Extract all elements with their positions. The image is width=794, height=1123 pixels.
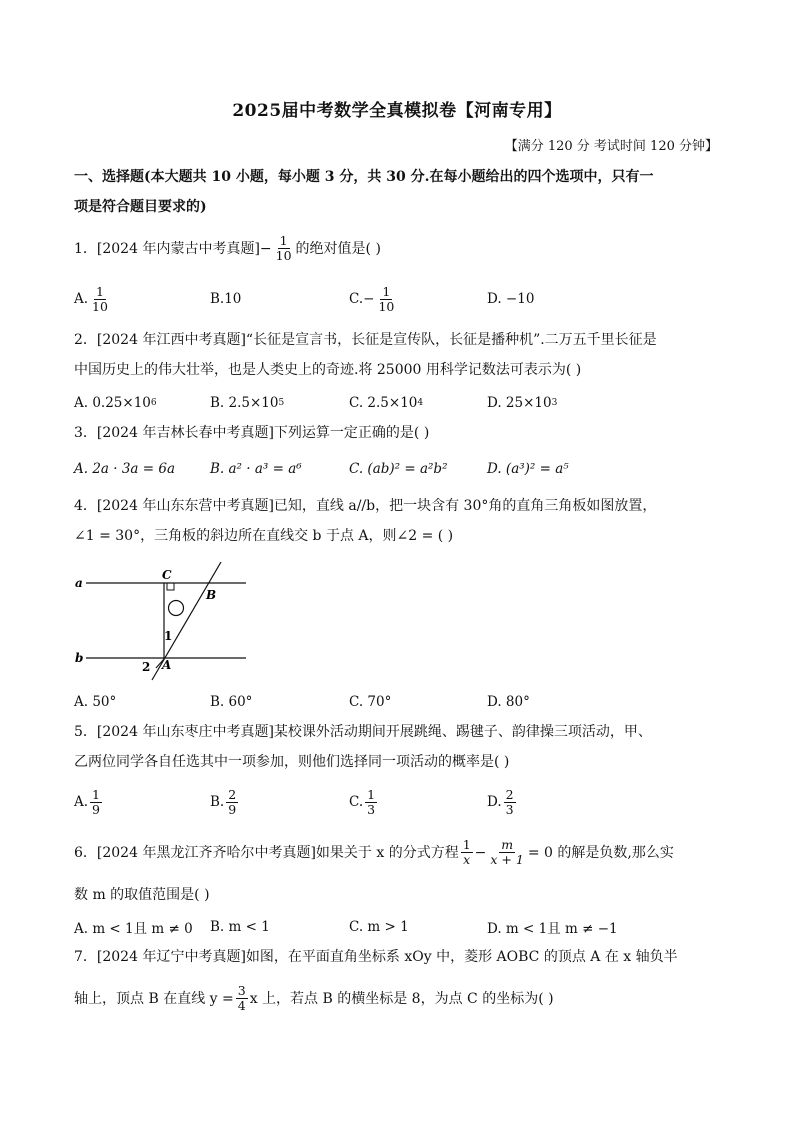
option-a bbox=[74, 386, 157, 420]
question-7-fraction bbox=[236, 984, 248, 1013]
label-a: a bbox=[75, 576, 83, 590]
question-7-line2-suffix: x 上，若点 B 的横坐标是 8，为点 C 的坐标为( ) bbox=[249, 990, 554, 1007]
minus-sign: − bbox=[474, 844, 487, 861]
option-c: C. (ab)² = a²b² bbox=[349, 461, 448, 477]
option-d: D. (a³)² = a⁵ bbox=[487, 461, 569, 477]
option-c: C. m > 1 bbox=[349, 919, 409, 935]
right-angle-mark bbox=[164, 583, 174, 590]
question-2-line1: 2．[2024 年江西中考真题]“长征是宣言书，长征是宣传队，长征是播种机”.二万五千里长征是 bbox=[74, 332, 657, 348]
question-6-fraction-2 bbox=[488, 838, 525, 867]
question-7-line2-prefix: 轴上，顶点 B 在直线 y = bbox=[74, 990, 234, 1007]
label-b: b bbox=[75, 651, 84, 665]
frac-numerator: 1 bbox=[462, 837, 471, 852]
question-4-line1: 4．[2024 年山东东营中考真题]已知，直线 a//b，把一块含有 30°角的直角三角板如图放置， bbox=[74, 498, 657, 514]
option-a: A. m < 1且 m ≠ 0 bbox=[74, 921, 193, 937]
option-label: A. bbox=[74, 291, 89, 307]
question-2-options bbox=[74, 386, 724, 420]
frac-numerator: 1 bbox=[382, 283, 391, 299]
option-fraction bbox=[376, 285, 396, 314]
score-info: 【满分 120 分 考试时间 120 分钟】 bbox=[504, 139, 718, 154]
option-c: C. 70° bbox=[349, 694, 392, 710]
frac-numerator: 1 bbox=[92, 786, 100, 802]
option-label: A. bbox=[74, 794, 89, 810]
frac-numerator: 1 bbox=[96, 283, 104, 299]
option-label: C. bbox=[349, 794, 364, 810]
question-1-fraction bbox=[274, 234, 294, 263]
frac-denominator: 9 bbox=[92, 801, 100, 817]
label-A: A bbox=[162, 658, 172, 672]
frac-numerator: 3 bbox=[237, 983, 246, 998]
section-heading-line1: 一、选择题(本大题共 10 小题，每小题 3 分，共 30 分.在每小题给出的四个选项中，只有一 bbox=[74, 169, 654, 185]
frac-denominator: 4 bbox=[237, 998, 246, 1013]
option-b: B. a² · a³ = a⁶ bbox=[210, 461, 302, 477]
option-text: D. 25×10 bbox=[487, 395, 552, 411]
question-6-options bbox=[74, 910, 724, 944]
exponent: 5 bbox=[278, 398, 285, 408]
section-heading-line2: 项是符合题目要求的) bbox=[74, 199, 207, 215]
question-2-line2: 中国历史上的伟大壮举，也是人类史上的奇迹.将 25000 用科学记数法可表示为( ) bbox=[74, 362, 582, 378]
question-3-options bbox=[74, 452, 724, 486]
question-7-line1: 7．[2024 年辽宁中考真题]如图，在平面直角坐标系 xOy 中，菱形 AOBC 的顶点 A 在 x 轴负半 bbox=[74, 949, 678, 965]
question-1-prefix: 1．[2024 年内蒙古中考真题]− bbox=[74, 240, 272, 257]
question-7-line2 bbox=[74, 984, 724, 1013]
frac-denominator: 10 bbox=[378, 298, 395, 314]
option-a: A. 50° bbox=[74, 694, 117, 710]
question-6-prefix: 6．[2024 年黑龙江齐齐哈尔中考真题]如果关于 x 的分式方程 bbox=[74, 844, 459, 861]
question-1 bbox=[74, 234, 724, 263]
option-c bbox=[349, 785, 379, 819]
frac-denominator: 3 bbox=[367, 801, 376, 817]
label-angle-2: 2 bbox=[142, 660, 151, 674]
label-angle-1: 1 bbox=[164, 629, 173, 643]
parallel-lines-figure bbox=[70, 562, 255, 688]
option-d: D. −10 bbox=[487, 291, 535, 307]
option-d: D. m < 1且 m ≠ −1 bbox=[487, 921, 618, 937]
frac-denominator: x bbox=[463, 852, 471, 867]
frac-denominator: 10 bbox=[275, 248, 292, 263]
option-label: B. bbox=[210, 794, 225, 810]
option-b bbox=[210, 386, 284, 420]
exponent: 3 bbox=[551, 398, 558, 408]
frac-numerator: 1 bbox=[367, 786, 376, 802]
exponent: 4 bbox=[417, 398, 424, 408]
frac-numerator: m bbox=[501, 837, 514, 852]
frac-denominator: 9 bbox=[228, 801, 237, 817]
triangle-hole bbox=[169, 601, 184, 616]
question-1-options bbox=[74, 282, 724, 316]
option-c bbox=[349, 282, 398, 316]
option-a bbox=[74, 282, 112, 316]
option-a: A. 2a · 3a = 6a bbox=[74, 461, 176, 477]
question-3-line1: 3．[2024 年吉林长春中考真题]下列运算一定正确的是( ) bbox=[74, 425, 430, 441]
option-b: B.10 bbox=[210, 291, 242, 307]
exponent: 6 bbox=[150, 398, 157, 408]
question-6-suffix: = 0 的解是负数,那么实 bbox=[527, 844, 674, 861]
option-fraction bbox=[90, 285, 110, 314]
label-C: C bbox=[162, 568, 172, 582]
option-d: D. 80° bbox=[487, 694, 530, 710]
option-b: B. 60° bbox=[210, 694, 253, 710]
question-4-line2: ∠1 = 30°，三角板的斜边所在直线交 b 于点 A，则∠2 = ( ) bbox=[74, 528, 454, 544]
option-c bbox=[349, 386, 423, 420]
frac-denominator: 3 bbox=[505, 801, 514, 817]
frac-numerator: 1 bbox=[279, 233, 288, 248]
question-6-line1 bbox=[74, 838, 724, 867]
question-5-line1: 5．[2024 年山东枣庄中考真题]某校课外活动期间开展跳绳、踢毽子、韵律操三项活动，甲、 bbox=[74, 724, 652, 740]
question-5-options bbox=[74, 785, 724, 819]
option-b: B. m < 1 bbox=[210, 919, 270, 935]
option-d bbox=[487, 386, 557, 420]
question-6-fraction-1 bbox=[461, 838, 473, 867]
question-5-line2: 乙两位同学各自任选其中一项参加，则他们选择同一项活动的概率是( ) bbox=[74, 754, 510, 770]
option-fraction bbox=[504, 788, 516, 817]
page-title: 2025届中考数学全真模拟卷【河南专用】 bbox=[232, 101, 562, 121]
question-6-line2: 数 m 的取值范围是( ) bbox=[74, 887, 210, 903]
frac-numerator: 2 bbox=[505, 786, 514, 802]
option-text: C. 2.5×10 bbox=[349, 395, 418, 411]
option-text: B. 2.5×10 bbox=[210, 395, 279, 411]
option-label: D. bbox=[487, 794, 502, 810]
option-b bbox=[210, 785, 240, 819]
option-label: C.− bbox=[349, 291, 375, 307]
option-d bbox=[487, 785, 518, 819]
frac-denominator: x + 1 bbox=[490, 852, 524, 867]
label-B: B bbox=[206, 588, 217, 602]
option-fraction bbox=[226, 788, 238, 817]
option-fraction bbox=[365, 788, 377, 817]
question-1-suffix: 的绝对值是( ) bbox=[295, 240, 381, 257]
frac-numerator: 2 bbox=[228, 786, 237, 802]
frac-denominator: 10 bbox=[92, 298, 108, 314]
option-fraction bbox=[90, 788, 102, 817]
option-a bbox=[74, 785, 104, 819]
option-text: A. 0.25×10 bbox=[74, 395, 151, 411]
question-4-options bbox=[74, 685, 724, 719]
